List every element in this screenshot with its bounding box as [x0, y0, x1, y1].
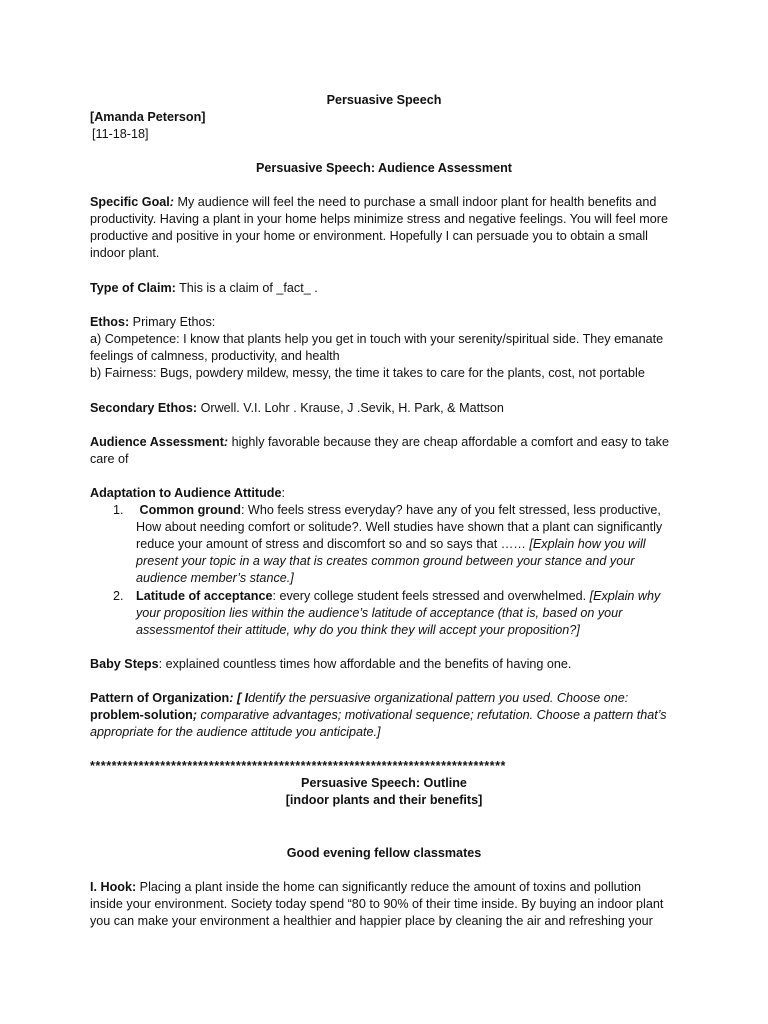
greeting: Good evening fellow classmates — [286, 846, 482, 860]
pattern-of-organization: Pattern of Organization: [ Identify the persuasive organizational pattern you used. Choose one: problem-solution; comparative advantages; motivational sequence; refutation. Choose a pattern that’s appropriate for the audience attitude you anticipate.] — [90, 691, 667, 739]
audience-assessment: Audience Assessment: highly favorable because they are cheap affordable a comfort and easy to take care of — [90, 435, 669, 466]
list-number: 2. — [113, 589, 124, 603]
specific-goal-label: Specific Goal — [90, 195, 170, 209]
ethos-label: Ethos: — [90, 315, 130, 329]
hook-paragraph: I. Hook: Placing a plant inside the home can significantly reduce the amount of toxins and pollution inside your environment. Society today spend “80 to 90% of their time inside. By buying an indoor plant you can make your environment a healthier and happier place by cleaning the air and refreshing your — [90, 880, 664, 928]
author-name: [Amanda Peterson] — [90, 110, 206, 124]
adaptation-heading: Adaptation to Audience Attitude: — [90, 486, 285, 500]
list-number: 1. — [113, 503, 124, 517]
baby-steps-label: Baby Steps — [90, 657, 159, 671]
secondary-ethos-label: Secondary Ethos: — [90, 401, 198, 415]
ethos-section: Ethos: Primary Ethos: a) Competence: I know that plants help you get in touch with your serenity/spiritual side. They emanate feelings of calmness, productivity, and health b) Fairness: Bugs, powdery mildew, messy, the time it takes to care for the plants, cost, not portable — [90, 315, 664, 380]
hook-label: I. Hook: — [90, 880, 137, 894]
outline-topic: [indoor plants and their benefits] — [285, 793, 483, 807]
section-title-assessment: Persuasive Speech: Audience Assessment — [256, 161, 512, 175]
baby-steps: Baby Steps: explained countless times how affordable and the benefits of having one. — [90, 657, 572, 671]
outline-title: Persuasive Speech: Outline — [301, 776, 467, 790]
list-item-latitude: Latitude of acceptance: every college student feels stressed and overwhelmed. [Explain why your proposition lies within the audience’s latitude of acceptance (that is, based on your assessmentof their attitude, why do you think they will accept your proposition?] — [136, 589, 661, 637]
list-item-common-ground: Common ground: Who feels stress everyday? have any of you felt stressed, less productive, How about needing comfort or solitude?. Well studies have shown that a plant can significantly reduce your amount of stress and discomfort so and so says that …… [Explain how you will present your topic in a way that is creates common ground between your stance and your audience member’s stance.] — [136, 503, 663, 585]
secondary-ethos: Secondary Ethos: Orwell. V.I. Lohr . Krause, J .Sevik, H. Park, & Mattson — [90, 401, 504, 415]
audience-assessment-label: Audience Assessment — [90, 435, 224, 449]
asterisk-divider: ***************************************************************************** — [90, 759, 506, 773]
specific-goal-paragraph: Specific Goal: My audience will feel the need to purchase a small indoor plant for health benefits and productivity. Having a plant in your home helps minimize stress and negative feelings. You will feel more productive and positive in your home or environment. Hopefully I can persuade you to obtain a small indoor plant. — [90, 195, 668, 260]
document-date: [11-18-18] — [92, 127, 149, 141]
document-title: Persuasive Speech — [326, 93, 442, 107]
type-of-claim-label: Type of Claim: — [90, 281, 176, 295]
type-of-claim: Type of Claim: This is a claim of _fact_ . — [90, 281, 318, 295]
pattern-label: Pattern of Organization — [90, 691, 230, 705]
